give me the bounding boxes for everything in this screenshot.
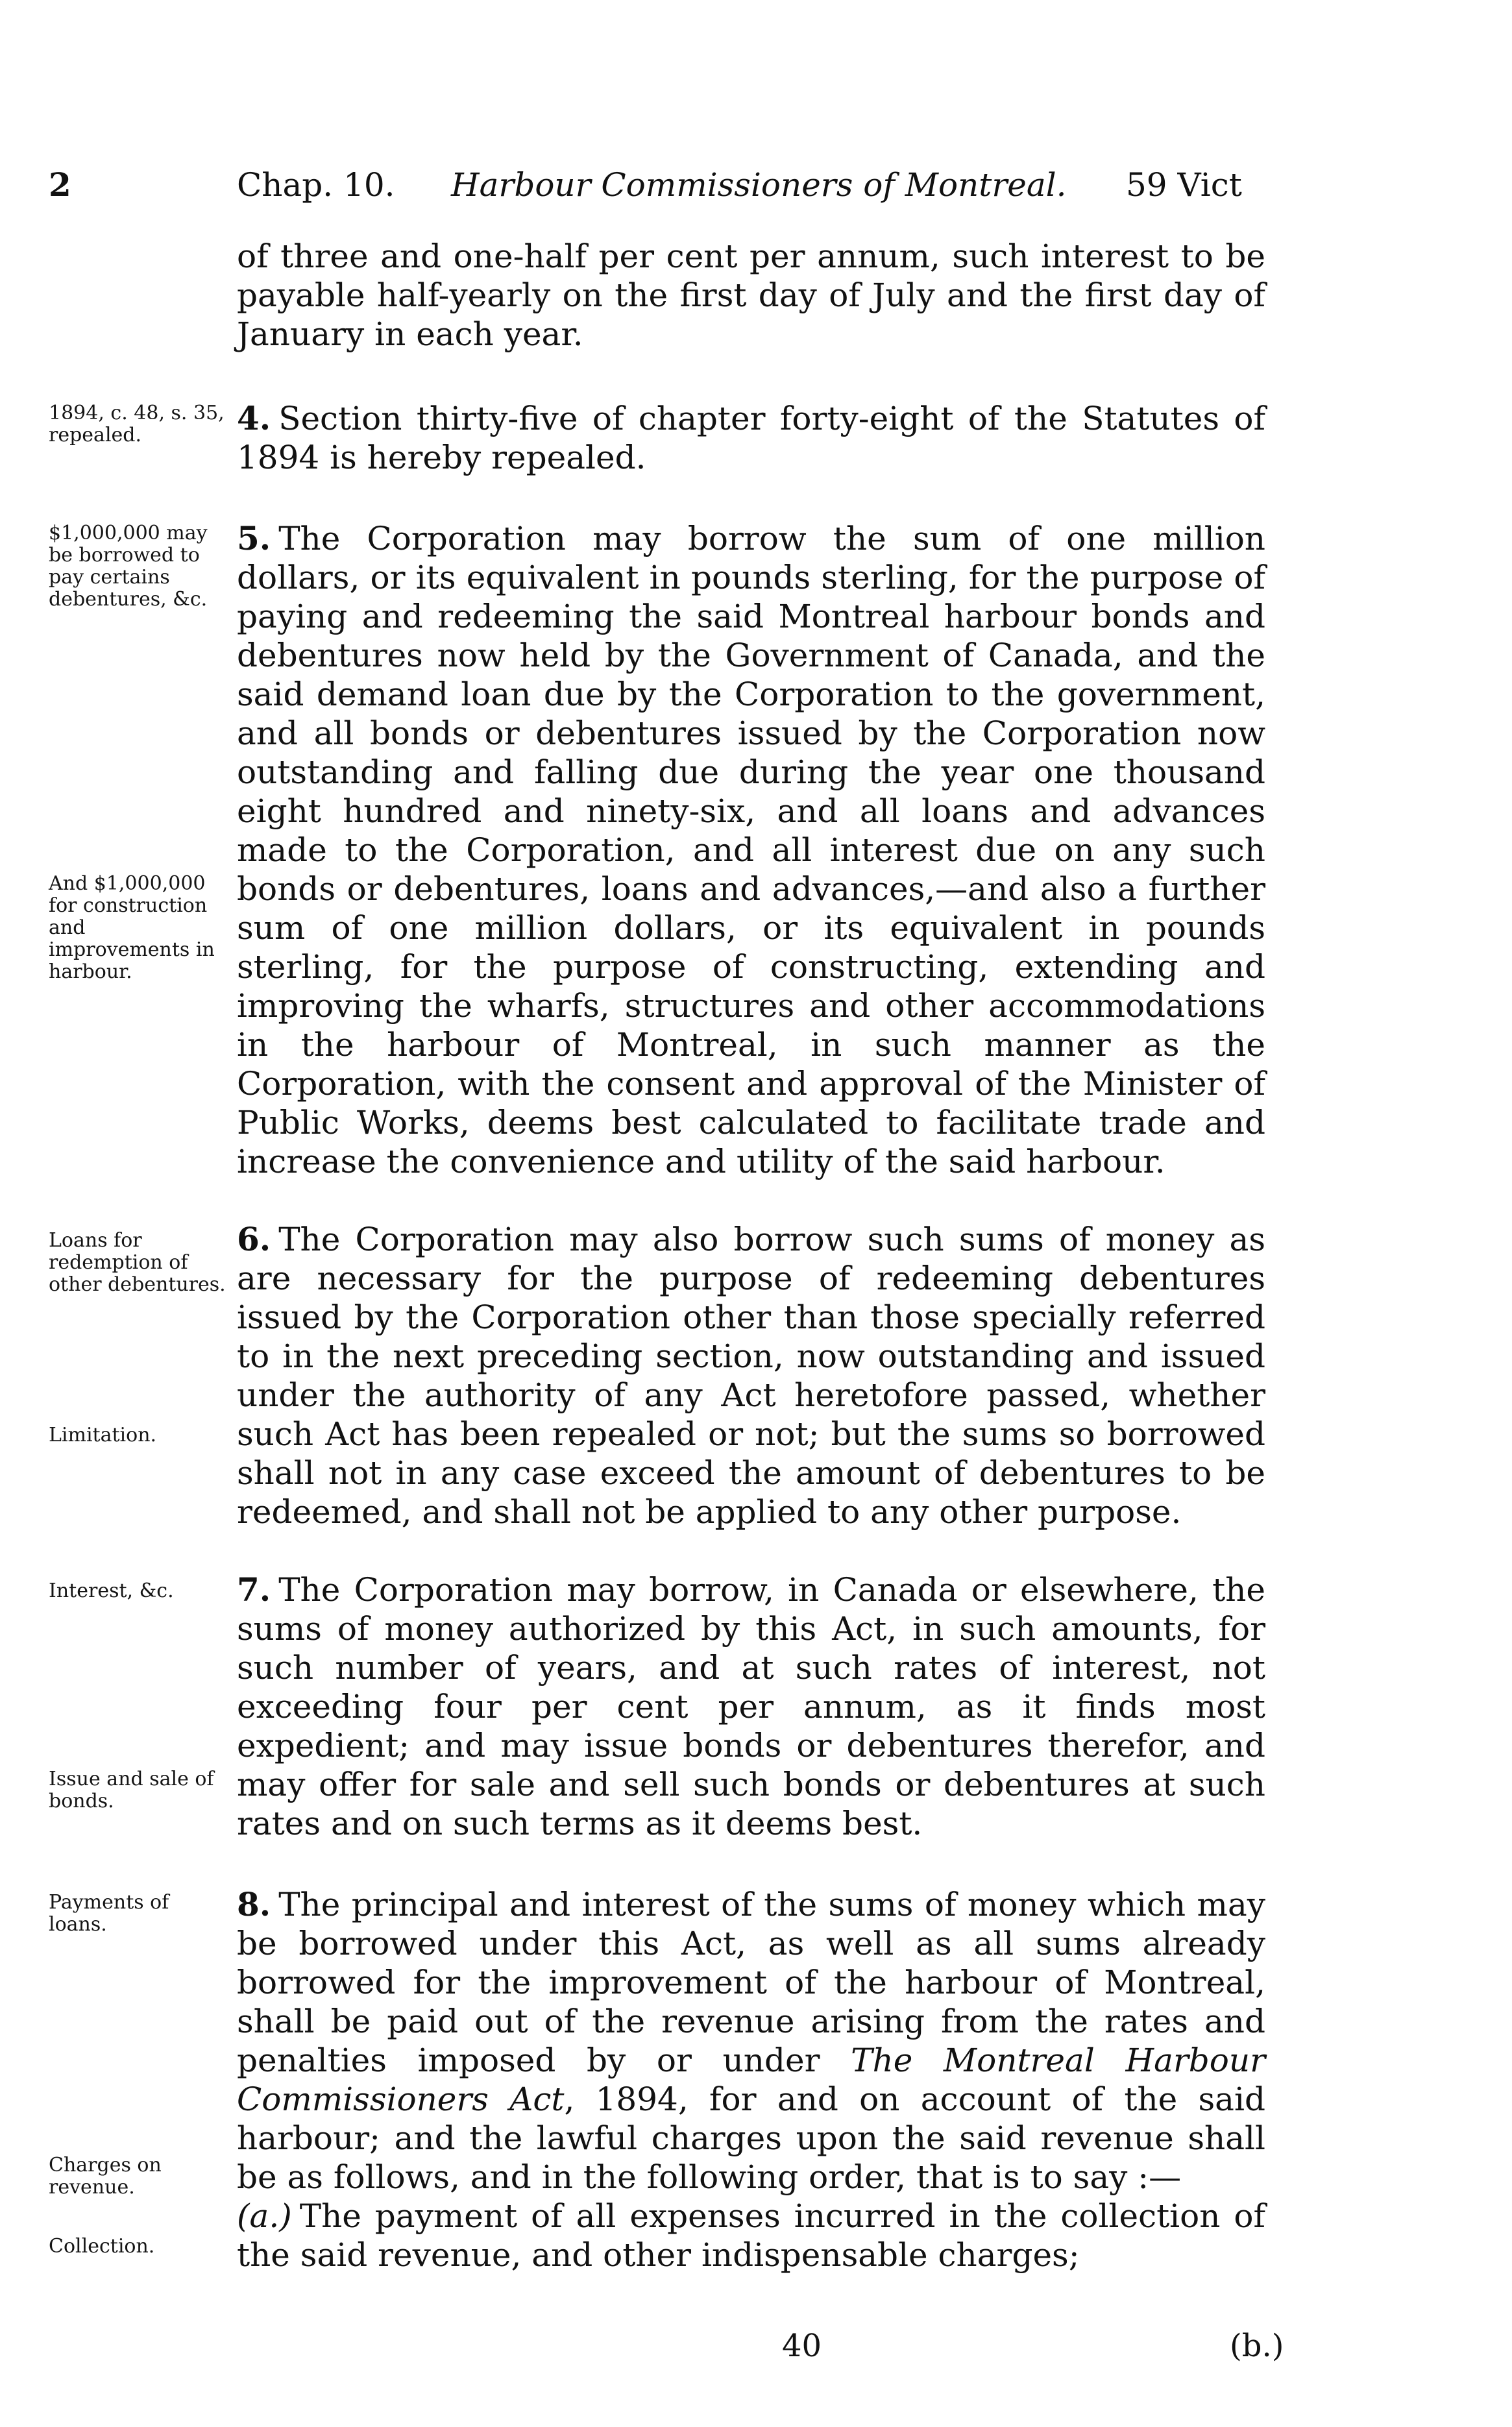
section-5 — [237, 519, 1265, 1181]
section-number: 7. — [237, 1570, 271, 1609]
continuation-text: of three and one-half per cent per annum, such interest to be payable half-yearly on the first day of July and the first day of January in each year. — [237, 238, 1265, 353]
running-title: Harbour Commissioners of Montreal. — [451, 166, 1067, 204]
section-number: 5. — [237, 519, 271, 557]
section-8 — [237, 1885, 1265, 2275]
section-number: 4. — [237, 399, 271, 437]
page-number: 2 — [49, 165, 71, 204]
margin-note-collection: Collection. — [49, 2235, 155, 2258]
regnal-year: 59 Vict — [1126, 166, 1242, 204]
section-text: Section thirty-five of chapter forty-eight of the Statutes of 1894 is hereby repealed. — [237, 400, 1265, 476]
section-text: The Corporation may borrow, in Canada or elsewhere, the sums of money authorized by this Act, in such amounts, for such number of years, and at such rates of interest, not exceeding four per cent per annum, as it finds most expedient; and may issue bonds or debentures therefor, and may offer for sale and sell such bonds or debentures at such rates and on such terms as it deems best. — [237, 1571, 1265, 1842]
section-number: 6. — [237, 1220, 271, 1258]
margin-note-borrow-million: $1,000,000 may be borrowed to pay certains debentures, &c. — [49, 522, 208, 611]
page-footer — [49, 2326, 1282, 2365]
margin-note-payments: Payments of loans. — [49, 1891, 169, 1936]
section-4 — [237, 399, 1265, 477]
clause-label: (a.) — [237, 2197, 292, 2235]
section-7 — [237, 1570, 1265, 1843]
margin-note-issue-sale: Issue and sale of bonds. — [49, 1768, 214, 1812]
margin-note-charges: Charges on revenue. — [49, 2154, 162, 2199]
clause-text: The payment of all expenses incurred in the collection of the said revenue, and other indispensable charges; — [237, 2197, 1265, 2274]
chapter-label: Chap. 10. — [237, 166, 395, 204]
margin-note-redemption: Loans for redemption of other debentures. — [49, 1229, 226, 1296]
continuation-paragraph — [237, 237, 1265, 354]
section-text-cont: , 1894, for and on account of the said harbour; and the lawful charges upon the said revenue shall be as follows, and in the following order, that is to say :— — [237, 2080, 1265, 2196]
section-text: The Corporation may also borrow such sums of money as are necessary for the purpose of redeeming debentures issued by the Corporation other than those specially referred to in the next preceding section, now outstanding and issued under the authority of any Act heretofore passed, whether such Act has been repealed or not; but the sums so borrowed shall not in any case exceed the amount of debentures to be redeemed, and shall not be applied to any other purpose. — [237, 1221, 1265, 1531]
section-text: The Corporation may borrow the sum of one million dollars, or its equivalent in pounds sterling, for the purpose of paying and redeeming the said Montreal harbour bonds and debentures now held by the Government of Canada, and the said demand loan due by the Corporation to the government, and all bonds or debentures issued by the Corporation now outstanding and falling due during the year one thousand eight hundred and ninety-six, and all loans and advances made to the Corporation, and all interest due on any such bonds or debentures, loans and advances,—and also a further sum of one million dollars, or its equivalent in pounds sterling, for the purpose of constructing, extending and improving the wharfs, structures and other accommodations in the harbour of Montreal, in such manner as the Corporation, with the consent and approval of the Minister of Public Works, deems best calculated to facilitate trade and increase the convenience and utility of the said harbour. — [237, 520, 1265, 1180]
running-header — [49, 162, 1282, 208]
signature-mark: 40 — [782, 2328, 822, 2364]
section-text: The principal and interest of the sums of money which may be borrowed under this Act, as well as all sums already borrowed for the improvement of the harbour of Montreal, shall be paid out of the revenue arising from the rates and penalties imposed by or under — [237, 1886, 1265, 2079]
margin-note-limitation: Limitation. — [49, 1424, 157, 1446]
catchword: (b.) — [1230, 2328, 1284, 2364]
margin-note-interest: Interest, &c. — [49, 1579, 174, 1602]
margin-note-repeal: 1894, c. 48, s. 35, repealed. — [49, 402, 225, 446]
act-title: The Montreal Harbour Commissioners Act — [237, 2042, 1266, 2118]
margin-note-construction: And $1,000,000 for construction and improvements in harbour. — [49, 872, 215, 983]
section-6 — [237, 1220, 1265, 1531]
section-number: 8. — [237, 1885, 271, 1923]
